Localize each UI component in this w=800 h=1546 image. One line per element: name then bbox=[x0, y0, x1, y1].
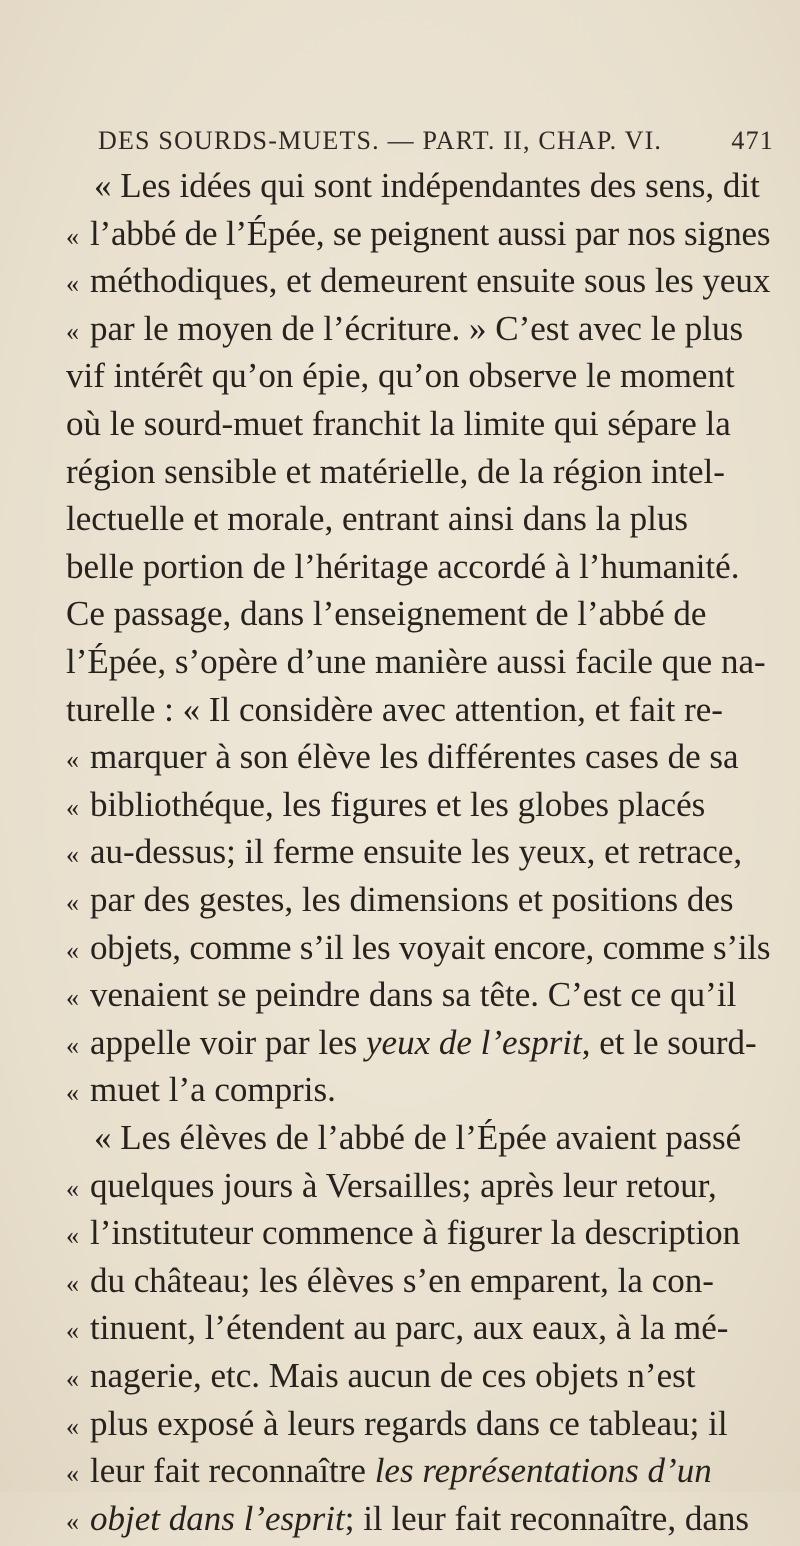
line-text: par le moyen de l’écriture. » C’est avec le plus bbox=[90, 308, 744, 348]
running-title: DES SOURDS-MUETS. — PART. II, CHAP. VI. bbox=[98, 126, 663, 155]
guillemet-mark: « bbox=[66, 316, 79, 346]
text-line bbox=[66, 1495, 770, 1543]
guillemet-mark: « bbox=[66, 1030, 79, 1060]
text-line bbox=[66, 305, 770, 353]
line-text: par des gestes, les dimensions et positions des bbox=[90, 880, 734, 919]
guillemet-mark: « bbox=[66, 935, 79, 965]
line-text: plus exposé à leurs regards dans ce tableau; il bbox=[90, 1403, 728, 1443]
line-text: ; il leur fait reconnaître, dans bbox=[344, 1498, 749, 1538]
italic-text: objet dans l’esprit bbox=[90, 1498, 345, 1538]
line-text: tinuent, l’étendent au parc, aux eaux, à la mé- bbox=[90, 1308, 729, 1348]
text-line bbox=[66, 686, 770, 734]
line-text: l’abbé de l’Épée, se peignent aussi par nos signes bbox=[90, 213, 771, 253]
line-text: leur fait reconnaître bbox=[90, 1451, 375, 1491]
guillemet-mark: « bbox=[66, 1506, 79, 1536]
text-line bbox=[66, 876, 770, 924]
guillemet-mark: « bbox=[66, 792, 79, 822]
text-line bbox=[66, 1066, 770, 1114]
text-line bbox=[66, 495, 770, 543]
page-number: 471 bbox=[731, 126, 774, 155]
line-text: l’instituteur commence à figurer la description bbox=[90, 1213, 741, 1253]
guillemet-mark: « bbox=[66, 269, 79, 299]
text-line bbox=[66, 781, 770, 829]
guillemet-mark: « bbox=[66, 745, 79, 775]
line-text: méthodiques, et demeurent ensuite sous les yeux bbox=[90, 261, 771, 301]
text-line bbox=[66, 971, 770, 1019]
guillemet-mark: « bbox=[66, 1173, 79, 1203]
line-text: « Les élèves de l’abbé de l’Épée avaient passé bbox=[94, 1118, 742, 1157]
text-line bbox=[66, 1400, 770, 1448]
guillemet-mark: « bbox=[66, 1268, 79, 1298]
line-text: appelle voir par les bbox=[90, 1022, 367, 1062]
line-text: Ce passage, dans l’enseignement de l’abbé de bbox=[66, 594, 707, 634]
guillemet-mark: « bbox=[66, 1221, 79, 1251]
guillemet-mark: « bbox=[66, 840, 79, 870]
line-text: nagerie, etc. Mais aucun de ces objets n’est bbox=[90, 1356, 696, 1395]
line-text: objets, comme s’il les voyait encore, comme s’ils bbox=[90, 927, 771, 967]
text-line bbox=[66, 1019, 770, 1067]
guillemet-mark: « bbox=[66, 1316, 79, 1346]
text-line bbox=[94, 162, 770, 210]
text-line bbox=[66, 448, 770, 496]
guillemet-mark: « bbox=[66, 1078, 79, 1108]
text-line bbox=[66, 733, 770, 781]
text-line bbox=[66, 543, 770, 591]
text-line bbox=[66, 210, 770, 258]
line-text: quelques jours à Versailles; après leur retour, bbox=[90, 1165, 717, 1205]
text-line bbox=[66, 1257, 770, 1305]
line-text: belle portion de l’héritage accordé à l’humanité. bbox=[66, 546, 740, 586]
line-text: vif intérêt qu’on épie, qu’on observe le moment bbox=[66, 356, 735, 396]
line-text: bibliothéque, les figures et les globes placés bbox=[90, 784, 706, 824]
text-line bbox=[66, 828, 770, 876]
text-line bbox=[66, 352, 770, 400]
text-line bbox=[66, 590, 770, 638]
line-text: muet l’a compris. bbox=[90, 1070, 336, 1110]
italic-text: yeux de l’esprit bbox=[366, 1022, 582, 1062]
line-text: , et le sourd- bbox=[581, 1022, 757, 1062]
line-text: turelle : « Il considère avec attention, et fait re- bbox=[66, 689, 723, 729]
text-line bbox=[66, 400, 770, 448]
line-text: du château; les élèves s’en emparent, la con- bbox=[90, 1260, 714, 1300]
guillemet-mark: « bbox=[66, 1411, 79, 1441]
text-line bbox=[66, 638, 770, 686]
line-text: l’Épée, s’opère d’une manière aussi facile que na- bbox=[66, 642, 766, 681]
line-text: lectuelle et morale, entrant ainsi dans la plus bbox=[66, 499, 689, 539]
text-line bbox=[66, 924, 770, 972]
line-text: au-dessus; il ferme ensuite les yeux, et retrace, bbox=[90, 832, 743, 872]
text-line bbox=[66, 257, 770, 305]
line-text: venaient se peindre dans sa tête. C’est ce qu’il bbox=[90, 975, 737, 1015]
line-text: marquer à son élève les différentes cases de sa bbox=[90, 737, 739, 777]
line-text: où le sourd-muet franchit la limite qui sépare la bbox=[66, 404, 731, 443]
guillemet-mark: « bbox=[66, 1364, 79, 1393]
text-line bbox=[66, 1447, 770, 1495]
text-line bbox=[66, 1162, 770, 1210]
italic-text: les représentations d’un bbox=[374, 1451, 712, 1491]
guillemet-mark: « bbox=[66, 983, 79, 1013]
line-text: région sensible et matérielle, de la région intel- bbox=[66, 451, 725, 491]
line-text: « Les idées qui sont indépendantes des sens, dit bbox=[94, 166, 760, 205]
guillemet-mark: « bbox=[66, 1459, 79, 1489]
guillemet-mark: « bbox=[66, 888, 79, 917]
guillemet-mark: « bbox=[66, 221, 79, 251]
text-line bbox=[66, 1304, 770, 1352]
text-line bbox=[66, 1352, 770, 1400]
running-head bbox=[98, 126, 774, 156]
text-line bbox=[66, 1209, 770, 1257]
text-line bbox=[94, 1114, 770, 1162]
